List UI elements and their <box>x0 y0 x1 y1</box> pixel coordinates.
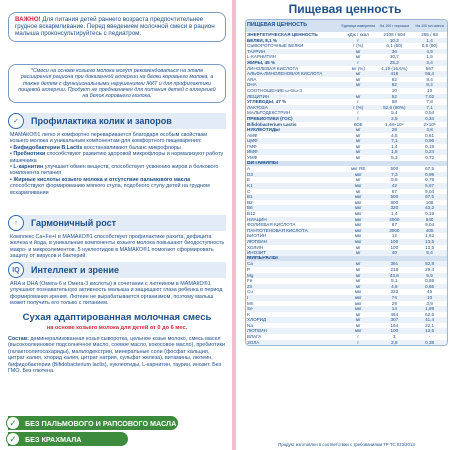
table-row: ХЛОРИД мг 307 41,4 <box>246 317 447 323</box>
table-row: МИНЕРАЛЫ <box>246 256 447 262</box>
table-row: P мг 218 29,4 <box>247 266 435 272</box>
table-row: C мг 67 9,04 <box>247 188 435 194</box>
product-title: Сухая адаптированная молочная смесь <box>22 312 212 323</box>
table-row: СООТНОШЕНИЕ ω-6/ω-3 10 10 <box>247 87 433 93</box>
warning-title: ВАЖНО! <box>15 16 41 23</box>
table-row: B1 мкг 500 67,5 <box>246 194 447 200</box>
table-row: НИАЦИН мкг 4000 540 <box>246 217 447 223</box>
iq-icon: IQ <box>8 262 24 278</box>
table-row: ЛЮТЕИН мкг 100 13,5 <box>246 239 447 245</box>
table-row: УГЛЕВОДЫ, 47 % г 58 7,8 <box>247 99 433 105</box>
growth-icon: ↑ <box>8 215 24 231</box>
table-row: Fe мг 5,1 0,69 <box>247 278 435 284</box>
list-item: • Жирные кислоты козьего молока и отсутствие пальмового масла способствуют формированию мягкого стула, подобного стулу детей на грудном вскармливании <box>10 177 226 196</box>
table-row: СЫВОРОТОЧНЫЕ БЕЛКИ г (%) 6,1 (60) 0,8 (60) <box>247 43 438 49</box>
section-header <box>8 262 226 278</box>
table-row: A мкг RE 500 67,5 <box>247 166 435 172</box>
section-intellect <box>8 262 226 307</box>
table-row: B6 мкг 320 43,2 <box>246 205 447 211</box>
section-body <box>8 132 226 196</box>
table-row: БИОТИН мкг 12 1,62 <box>247 233 435 239</box>
table-row: Mn мкг 29 3,9 <box>247 300 433 306</box>
section-body: ARA и DHA (Омега-6 и Омега-3 кислоты) в сочетании с лютеином в МАМАКО®1 улучшают познавательную активность малыша и защищают глаза ребенка в период формирования зрения. Лютеин не вырабатывается организмом, поэтому малыш может получить его только с питанием. <box>10 281 223 307</box>
table-row: ЛЮТЕИН мкг 100 13,5 <box>246 328 447 334</box>
nutrition-title: Пищевая ценность <box>288 2 402 16</box>
list-item: • Бифидобактерии B.Lactis восстанавливают баланс микрофлоры <box>10 145 226 151</box>
divider <box>232 0 236 450</box>
section-intro: МАМАКО®1 легко и комфортно переваривается благодаря особым свойствам козьего молока и уникальным компонентам для комфортного пищеварения: <box>10 132 207 145</box>
band-label: БЕЗ ПАЛЬМОВОГО И РАПСОВОГО МАСЛА <box>25 418 177 428</box>
table-row: ЛЕЦИТИН мг 52 7,02 <box>246 94 447 100</box>
warning-text: Для питания детей раннего возраста предпочтительнее грудное вскармливание. Перед введением молочной смеси в рацион малыша проконсультируйтесь с педиатром. <box>15 16 215 38</box>
section-title: Профилактика колик и запоров <box>31 116 172 126</box>
no-starch-band <box>8 432 128 446</box>
check-icon: ✓ <box>6 432 20 446</box>
table-row: Zn мг 4,8 0,65 <box>246 284 447 290</box>
nutrition-table <box>245 19 448 346</box>
list-item: • Пребиотики способствуют развитию здоровой микрофлоры и нормализуют работу кишечника <box>10 151 226 164</box>
table-row: ЭНЕРГЕТИЧЕСКАЯ ЦЕННОСТЬ кДж / ккал 2108 / 504 285 / 68 <box>247 32 438 37</box>
table-row: B2 мкг 800 108 <box>247 199 434 205</box>
table-row: Bifidobacterium Lactis КОЕ 1,48×10⁹ 2×10⁸ <box>247 121 436 127</box>
composition-label: Состав: <box>8 336 29 342</box>
table-row: B12 мкг 1,4 0,19 <box>247 211 435 216</box>
table-row: ИМФ мг 1,8 0,24 <box>246 149 447 155</box>
table-row: ПРЕБИОТИКИ (ГОС) г 2,5 0,34 <box>246 116 447 122</box>
table-row: I мкг 74 10 <box>246 295 447 301</box>
check-icon: ✓ <box>8 113 24 129</box>
table-row: МАЛЬТОДЕКСТРИН г 5,4 0,54 <box>247 110 435 116</box>
composition-text: деминерализованная козья сыворотка, цельное козье молоко, смесь масел (высокоолеиновое подсолнечное масло, соевое масло, кокосовое масло), пребиотики (галактоолигосахариды), мальтодекстрин, минеральные соли (фосфат кальция, цитрат калия, хлорид калия, цитрат натрия, сульфат железа), витамины, лютеин, бифидобактерии (Bifidobacterium lactis), нуклеотиды, L-карнитин, таурин, инозит. Без ГМО. Без глютена. <box>8 336 226 375</box>
table-row: Se мкг 14 1,89 <box>246 306 447 312</box>
table-row: E мг 5,8 0,78 <box>247 177 435 183</box>
table-row: ВЛАГА г 3 - <box>247 334 431 340</box>
table-row: K мг 464 62,6 <box>247 311 435 317</box>
table-row: ХОЛИН мг 100 13,5 <box>247 244 435 250</box>
right-panel <box>240 0 450 450</box>
table-row: ГМФ мг 1,4 0,19 <box>247 143 435 149</box>
table-row: D3 мкг 7,3 0,99 <box>246 172 447 178</box>
table-row: БЕЛКИ, 8,1 % г 10,2 1,4 <box>246 38 447 44</box>
note-box: *Смеси на основе козьего молока могут рекомендоваться на этапе расширения рациона при доказанной аллергии на белки коровьего молока, а также детям с функциональными нарушениями ЖКТ и для профилактики пищевой аллергии. Продукт не предназначен для питания детей с аллергией на белок коровьего молока. <box>8 64 226 103</box>
section-title: Гармоничный рост <box>31 218 117 228</box>
table-row: Ca мг 391 52,8 <box>246 261 447 267</box>
table-row: Na мг 164 22,1 <box>247 322 435 328</box>
table-row: L-КАРНИТИН мг 10,7 1,5 <box>247 54 433 60</box>
table-row: Mg мг 43,8 5,9 <box>246 273 447 279</box>
table-header: ПИЩЕВАЯ ЦЕННОСТЬ Единица измерения На 100 г порошка На 100 мл смеси <box>246 20 447 32</box>
product-title-block <box>8 312 226 331</box>
table-row: ТАУРИН мг 36 4,9 <box>246 49 447 55</box>
product-subtitle: на основе козьего молока для детей от 0 до 6 мес. <box>46 325 188 331</box>
table-row: УМФ мг 5,3 0,72 <box>247 155 435 161</box>
table-row: НУКЛЕОТИДЫ мг 28 3,8 <box>246 127 447 133</box>
section-title: Интеллект и зрение <box>31 265 120 275</box>
section-header <box>8 215 226 231</box>
section-colic <box>8 113 226 196</box>
footnote: Продукт изготовлен в соответствии с требованиями ТР ТС 033/2013 <box>278 442 415 447</box>
list-item: • L-карнитин улучшает обмен веществ, способствует усвоению жиров и белкового компонента питания <box>10 164 226 177</box>
table-row: ЦМФ мг 7,1 0,96 <box>246 138 447 144</box>
table-row: ВИТАМИНЫ <box>246 161 447 167</box>
section-header <box>8 113 226 129</box>
table-row: ЗОЛА г 2,8 0,38 <box>246 340 447 346</box>
no-palm-oil-band <box>8 416 178 430</box>
table-row: ФОЛИЕВАЯ КИСЛОТА мкг 67 9,04 <box>247 222 435 228</box>
table-row: ЖИРЫ, 45 % г 25,2 3,4 <box>246 60 447 66</box>
table-row: K1 мкг 42 5,67 <box>246 183 447 189</box>
warning-box <box>8 12 226 42</box>
table-row: ПАНТОТЕНОВАЯ КИСЛОТА мкг 3000 405 <box>246 228 447 234</box>
check-icon: ✓ <box>6 416 20 430</box>
table-row: ЛИНОЛЕВАЯ КИСЛОТА мг (%) 4,19 (16,6%) 567 <box>247 65 434 71</box>
composition <box>8 336 226 374</box>
band-label: БЕЗ КРАХМАЛА <box>25 434 82 444</box>
table-row: ARA мг 62 8,4 <box>247 76 433 82</box>
table-row: АЛЬФА-ЛИНОЛЕНОВАЯ КИСЛОТА мг 418 56,4 <box>246 71 447 77</box>
table-row: ИНОЗИТ мг 40 5,4 <box>246 250 447 256</box>
table-row: АМФ мг 4,5 0,61 <box>247 132 435 138</box>
section-body: Комплекс Ca+Fe+I в МАМАКО®1 способствует профилактике рахита, дефицита железа и йода, в уникальные компоненты козьего молока повышают биодоступность макро- и микроэлементов. 5 нуклеотидов в МАМАКО®1 помогают сформировать защиту от вирусов и бактерий. <box>10 234 225 260</box>
table-row: Cu мкг 333 45 <box>247 289 433 295</box>
table-row: ЛАКТОЗА г (%) 52,6 (90%) 7,1 <box>246 105 447 111</box>
table-row: DHA мг 62 8,4 <box>246 82 447 88</box>
section-growth <box>8 215 226 260</box>
